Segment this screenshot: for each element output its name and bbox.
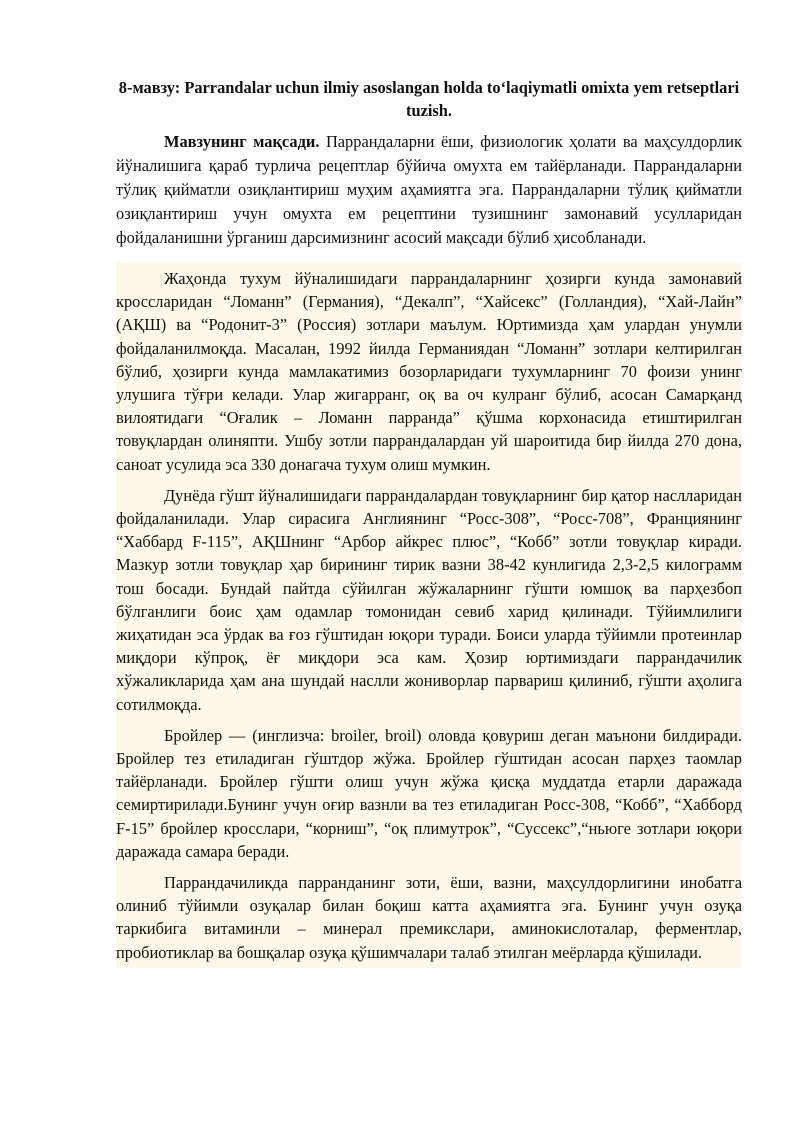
- paragraph-broiler: Бройлер — (инглизча: broiler, broil) оловда қовуриш деган маънони билдиради. Бройлер тез етиладиган гўштдор жўжа. Бройлер гўштидан асосан парҳез таомлар тайёрланади. Бройлер гўшти олиш учун жўжа қисқа муддатда етарли даражада семиртирилади.Бунинг учун оғир вазнли ва тез етиладиган Росс-308, “Кобб”, “Хабборд F-15” бройлер кросслари, “корниш”, “оқ плимутрок”, “Суссекс”,“ньюге зотлари юқори даражада самара беради.: [116, 725, 742, 861]
- paragraph-egg-breeds: Жаҳонда тухум йўналишидаги паррандаларнинг ҳозирги кунда замонавий кроссларидан “Ломанн” (Германия), “Декалп”, “Хайсекс” (Голландия), “Хай-Лайн” (АҚШ) ва “Родонит-3” (Россия) зотлари маълум. Юртимизда ҳам улардан унумли фойдаланилмоқда. Масалан, 1992 йилда Германиядан “Ломанн” зотлари келтирилган бўлиб, ҳозирги кунда мамлакатимиз бозорларидаги тухумларнинг 70 фоизи унинг улушига тўғри келади. Улар жигарранг, оқ ва оч кулранг бўлиб, асосан Самарқанд вилоятидаги “Оғалик – Ломанн парранда” қўшма корхонасида етиштирилган товуқлардан олиняпти. Ушбу зотли паррандалардан уй шароитида бир йилда 270 дона, саноат усулида эса 330 донагача тухум олиш мумкин.: [116, 269, 742, 474]
- document-page: [116, 76, 742, 968]
- objective-label: Мавзунинг мақсади.: [164, 132, 320, 151]
- objective-paragraph: [116, 130, 742, 250]
- document-title: 8-мавзу: Parrandalar uchun ilmiy asoslangan holda to‘laqiymatli omixta yem retseptlari tuzish.: [118, 78, 740, 120]
- highlighted-body: [116, 262, 742, 968]
- paragraph-meat-breeds: Дунёда гўшт йўналишидаги паррандалардан товуқларнинг бир қатор наслларидан фойдаланилади. Улар сирасига Англиянинг “Росс-308”, “Росс-708”, Франциянинг “Хаббард F-115”, АҚШнинг “Арбор айкрес плюс”, “Кобб” зотли товуқлар киради. Мазкур зотли товуқлар ҳар бирининг тирик вазни 38-42 кунлигида 2,3-2,5 килограмм тош босади. Бундай пайтда сўйилган жўжаларнинг гўшти юмшоқ ва парҳезбоп бўлганлиги боис ҳам одамлар томонидан севиб харид қилинади. Тўйимлилиги жиҳатидан эса ўрдак ва ғоз гўштидан юқори туради. Боиси уларда тўйимли протеинлар миқдори кўпроқ, ёғ миқдори эса кам. Ҳозир юртимиздаги паррандачилик хўжаликларида ҳам ана шундай наслли жониворлар парвариш қилиниб, гўшти аҳолига сотилмоқда.: [116, 485, 742, 714]
- objective-text: Паррандаларни ёши, физиологик ҳолати ва маҳсулдорлик йўналишига қараб турлича рецептлар бўйича омухта ем тайёрланади. Паррандаларни тўлиқ қийматли озиқлантириш муҳим аҳамиятга эга. Паррандаларни тўлиқ қийматли озиқлантириш учун омухта ем рецептини тузишнинг замонавий усулларидан фойдаланишни ўрганиш дарсимизнинг асосий мақсади бўлиб ҳисобланади.: [116, 132, 742, 247]
- paragraph-feeding: Паррандачиликда парранданинг зоти, ёши, вазни, маҳсулдорлигини инобатга олиниб тўйимли озуқалар билан боқиш катта аҳамиятга эга. Бунинг учун озуқа таркибига витаминли – минерал премикслари, аминокислоталар, ферментлар, пробиотиклар ва бошқалар озуқа қўшимчалари талаб этилган меёрларда қўшилади.: [116, 873, 742, 962]
